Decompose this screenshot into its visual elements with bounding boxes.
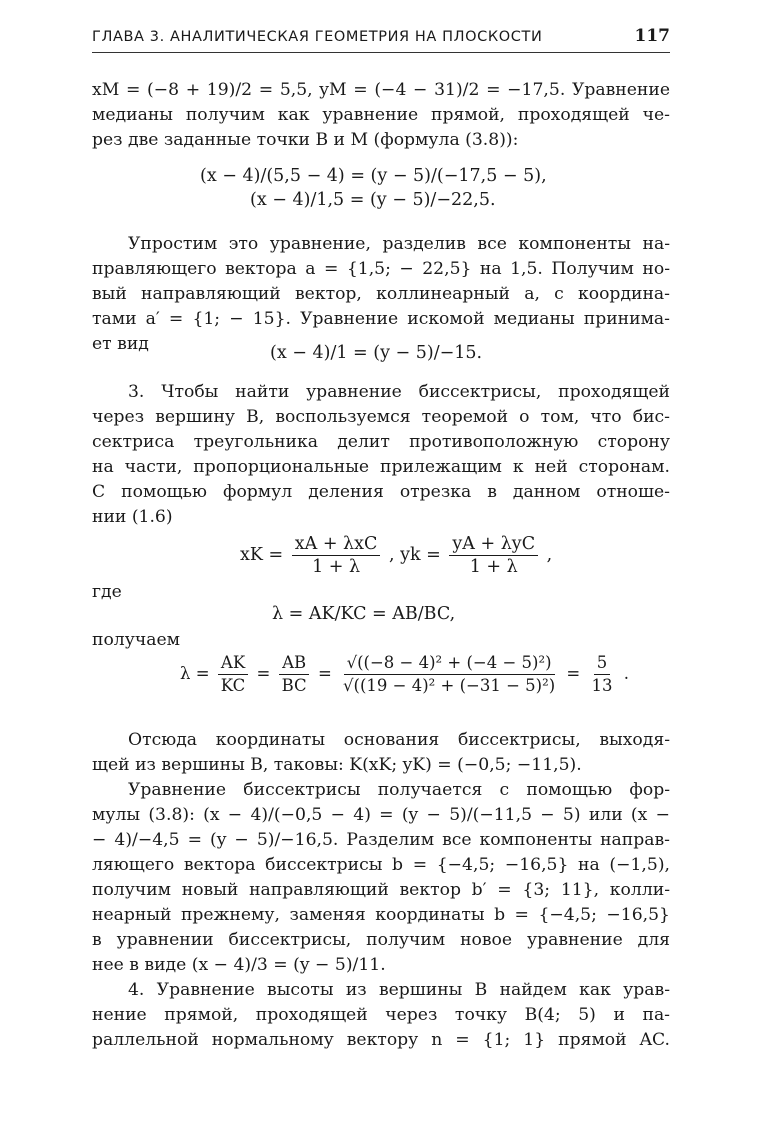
header-rule xyxy=(92,52,670,53)
text-line: на части, пропорциональные прилежащим к ней сторонам. xyxy=(92,457,670,477)
text-line: нее в виде (x − 4)/3 = (y − 5)/11. xyxy=(92,955,386,975)
text-line: С помощью формул деления отрезка в данном отноше- xyxy=(92,482,670,502)
denominator: 1 + λ xyxy=(469,557,518,577)
text-line: вый направляющий вектор, коллинеарный a, с координа- xyxy=(92,284,670,304)
text-line: раллельной нормальному вектору n = {1; 1} прямой AC. xyxy=(92,1030,670,1050)
text-line: мулы (3.8): (x − 4)/(−0,5 − 4) = (y − 5)/(−11,5 − 5) или (x − xyxy=(92,805,670,825)
equation-division-formula xyxy=(240,533,552,578)
text-line: тами a′ = {1; − 15}. Уравнение искомой медианы принима- xyxy=(92,309,670,329)
text-line: ет вид xyxy=(92,334,149,354)
eq-part: , yk = xyxy=(388,545,441,565)
eq-part: λ = xyxy=(180,664,210,683)
text-line: Упростим это уравнение, разделив все компоненты на- xyxy=(128,234,670,254)
eq-part: = xyxy=(317,664,332,683)
denominator: 13 xyxy=(591,676,613,695)
numerator: xA + λxC xyxy=(292,533,381,556)
equation: λ = AK/KC = AB/BC, xyxy=(272,604,456,624)
text-line: Отсюда координаты основания биссектрисы, выходя- xyxy=(128,730,670,750)
text-line: рез две заданные точки B и M (формула (3.8)): xyxy=(92,130,519,150)
numerator: AK xyxy=(218,652,248,675)
fraction xyxy=(340,652,558,697)
fraction xyxy=(279,652,310,697)
text-line: сектриса треугольника делит противоположную сторону xyxy=(92,432,670,452)
chapter-title: ГЛАВА 3. АНАЛИТИЧЕСКАЯ ГЕОМЕТРИЯ НА ПЛОСКОСТИ xyxy=(92,29,543,45)
fraction xyxy=(588,652,615,697)
text-line: правляющего вектора a = {1,5; − 22,5} на 1,5. Получим но- xyxy=(92,259,670,279)
text-line: получаем xyxy=(92,630,180,650)
text-line: 3. Чтобы найти уравнение биссектрисы, проходящей xyxy=(128,382,670,402)
text-line: ляющего вектора биссектрисы b = {−4,5; −16,5} на (−1,5), xyxy=(92,855,670,875)
text-line: где xyxy=(92,582,122,602)
eq-part: = xyxy=(256,664,271,683)
text-line: Уравнение биссектрисы получается с помощью фор- xyxy=(128,780,670,800)
eq-part: . xyxy=(623,664,629,683)
equation: (x − 4)/1,5 = (y − 5)/−22,5. xyxy=(250,190,496,210)
denominator: 1 + λ xyxy=(312,557,361,577)
numerator: yA + λyC xyxy=(449,533,538,556)
text-line: нение прямой, проходящей через точку B(4; 5) и па- xyxy=(92,1005,670,1025)
fraction xyxy=(449,533,538,578)
running-header xyxy=(92,26,670,50)
page-number: 117 xyxy=(634,26,670,46)
numerator: 5 xyxy=(594,652,611,675)
fraction xyxy=(218,652,249,697)
eq-part: xK = xyxy=(240,545,284,565)
equation: (x − 4)/1 = (y − 5)/−15. xyxy=(270,343,483,363)
eq-part: = xyxy=(566,664,581,683)
text-line: − 4)/−4,5 = (y − 5)/−16,5. Разделим все компоненты направ- xyxy=(92,830,670,850)
numerator: AB xyxy=(279,652,309,675)
text-line: 4. Уравнение высоты из вершины B найдем как урав- xyxy=(128,980,670,1000)
text-line: в уравнении биссектрисы, получим новое уравнение для xyxy=(92,930,670,950)
text-line: через вершину B, воспользуемся теоремой о том, что бис- xyxy=(92,407,670,427)
text-line: медианы получим как уравнение прямой, проходящей че- xyxy=(92,105,670,125)
denominator: BC xyxy=(281,676,307,695)
denominator: KC xyxy=(220,676,246,695)
text-line: нии (1.6) xyxy=(92,507,173,527)
text-line: xM = (−8 + 19)/2 = 5,5, yM = (−4 − 31)/2 = −17,5. Уравнение xyxy=(92,80,670,100)
equation-lambda xyxy=(180,652,629,697)
eq-part: , xyxy=(546,545,553,565)
equation: (x − 4)/(5,5 − 4) = (y − 5)/(−17,5 − 5), xyxy=(200,166,547,186)
fraction xyxy=(292,533,381,578)
text-line: неарный прежнему, заменяя координаты b = {−4,5; −16,5} xyxy=(92,905,670,925)
numerator: √((−8 − 4)² + (−4 − 5)²) xyxy=(344,652,555,675)
text-line: щей из вершины B, таковы: K(xK; yK) = (−0,5; −11,5). xyxy=(92,755,582,775)
denominator: √((19 − 4)² + (−31 − 5)²) xyxy=(343,676,556,695)
text-line: получим новый направляющий вектор b′ = {3; 11}, колли- xyxy=(92,880,670,900)
